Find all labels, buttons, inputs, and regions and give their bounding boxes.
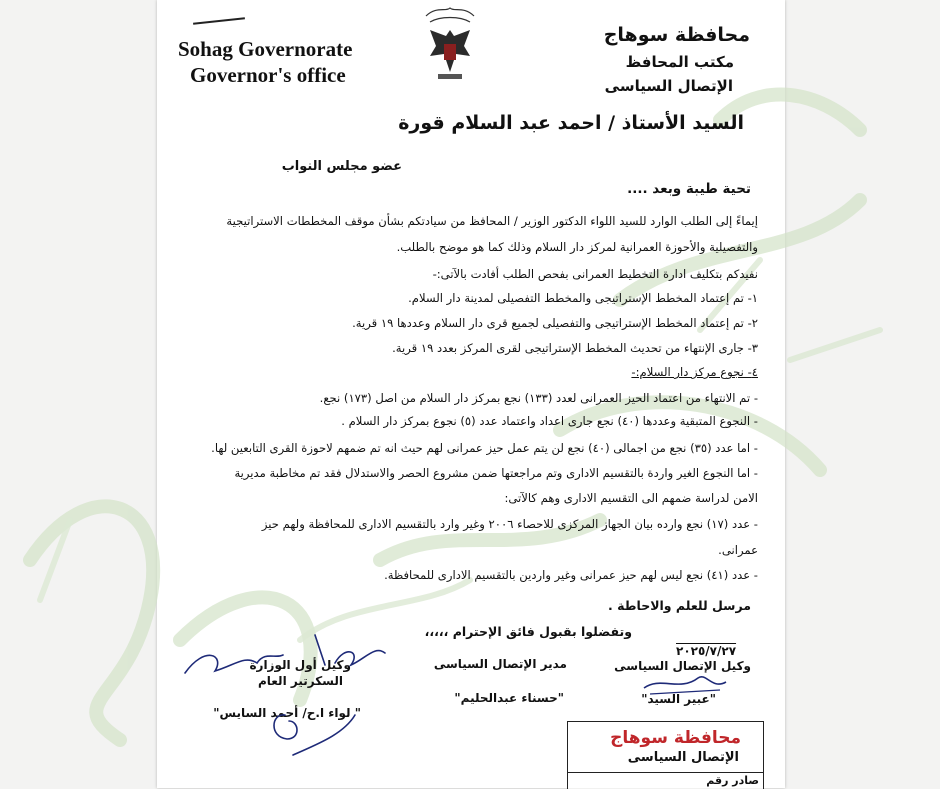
- body-line-heading: ٤- نجوع مركز دار السلام:-: [631, 365, 758, 379]
- stamp-outgoing-number-label: صادر رقم: [706, 774, 759, 787]
- sig3-title1: وكيل أول الوزارة: [249, 658, 351, 672]
- sig2-title: مدير الإتصال السياسى: [433, 657, 567, 671]
- sig1-title: وكيل الإتصال السياسى: [614, 659, 751, 673]
- office-stamp: [567, 721, 764, 789]
- signature-mark-1: [640, 668, 730, 698]
- body-line: - اما النجوع الغير واردة بالتقسيم الادارى وتم مراجعتها ضمن مشروع الحصر والاستدلال فقد تم مخاطبة مديرية: [234, 466, 758, 480]
- signature-mark-3: [175, 625, 395, 765]
- body-line: والتفصيلية والأحوزة العمرانية لمركز دار السلام وذلك كما هو موضح بالطلب.: [396, 240, 758, 254]
- body-line: - اما عدد (٣٥) نجع من اجمالى (٤٠) نجع لن يتم عمل حيز عمرانى لهم حيث انه تم ضمهم لاحوزة القرى التابعين لها.: [211, 441, 758, 455]
- body-line: نفيدكم بتكليف ادارة التخطيط العمرانى بفحص الطلب أفادت بالآتى:-: [432, 267, 758, 281]
- sig2-name: "حسناء عبدالحليم": [454, 691, 564, 705]
- stamp-governorate: محافظة سوهاج: [610, 728, 741, 748]
- body-line: - تم الانتهاء من اعتماد الحيز العمرانى لعدد (١٣٣) نجع بمركز دار السلام من اصل (١٧٣) نجع.: [319, 391, 758, 405]
- body-line: إيماءً إلى الطلب الوارد للسيد اللواء الدكتور الوزير / المحافظ من سيادتكم بشأن موقف المخططات الاستراتيجية: [226, 214, 758, 228]
- header-en-governorate: Sohag Governorate: [178, 37, 353, 61]
- egypt-eagle-emblem-icon: [418, 2, 482, 86]
- body-line: - النجوع المتبقية وعددها (٤٠) نجع جارى اعداد واعتماد عدد (٥) نجوع بمركز دار السلام .: [341, 414, 758, 428]
- stamp-divider: [568, 772, 763, 773]
- addressee-title: عضو مجلس النواب: [281, 159, 402, 174]
- header-en-office: Governor's office: [190, 63, 346, 87]
- closing-note: مرسل للعلم والاحاطة .: [608, 598, 751, 613]
- sig3-name: " لواء ا.ح/ أحمد السايس": [213, 706, 361, 720]
- body-line: ١- تم إعتماد المخطط الإستراتيجى والمخطط التفصيلى لمدينة دار السلام.: [408, 291, 758, 305]
- sig1-name: "عبير السيد": [641, 692, 716, 706]
- header-ar-governorate: محافظة سوهاج: [603, 24, 750, 46]
- letter-date: ٢٠٢٥/٧/٢٧: [676, 644, 737, 658]
- greeting: تحية طيبة وبعد ....: [627, 181, 751, 197]
- body-line: - عدد (١٧) نجع وارده بيان الجهاز المركزى للاحصاء ٢٠٠٦ وغير وارد بالتقسيم الادارى للمحافظة ولهم حيز: [261, 517, 758, 531]
- body-line: - عدد (٤١) نجع ليس لهم حيز عمرانى وغير واردين بالتقسيم الادارى للمحافظة.: [384, 568, 758, 582]
- body-line: ٢- تم إعتماد المخطط الإستراتيجى والتفصيلى لجميع قرى دار السلام وعددها ١٩ قرية.: [352, 316, 758, 330]
- header-ar-office: مكتب المحافظ: [625, 53, 734, 71]
- body-line: ٣- جارى الإنتهاء من تحديث المخطط الإستراتيجى لقرى المركز بعدد ١٩ قرية.: [392, 341, 758, 355]
- body-line: عمرانى.: [718, 543, 758, 557]
- stamp-department: الإتصال السياسى: [627, 750, 739, 765]
- header-ar-department: الإتصال السياسى: [604, 77, 733, 95]
- addressee-name: السيد الأستاذ / احمد عبد السلام قورة: [398, 112, 744, 134]
- sig3-title2: السكرتير العام: [257, 674, 343, 688]
- closing-regards: وتفضلوا بقبول فائق الإحترام ،،،،،: [424, 624, 632, 639]
- body-line: الامن لدراسة ضمهم الى التقسيم الادارى وهم كالآتى:: [504, 491, 758, 505]
